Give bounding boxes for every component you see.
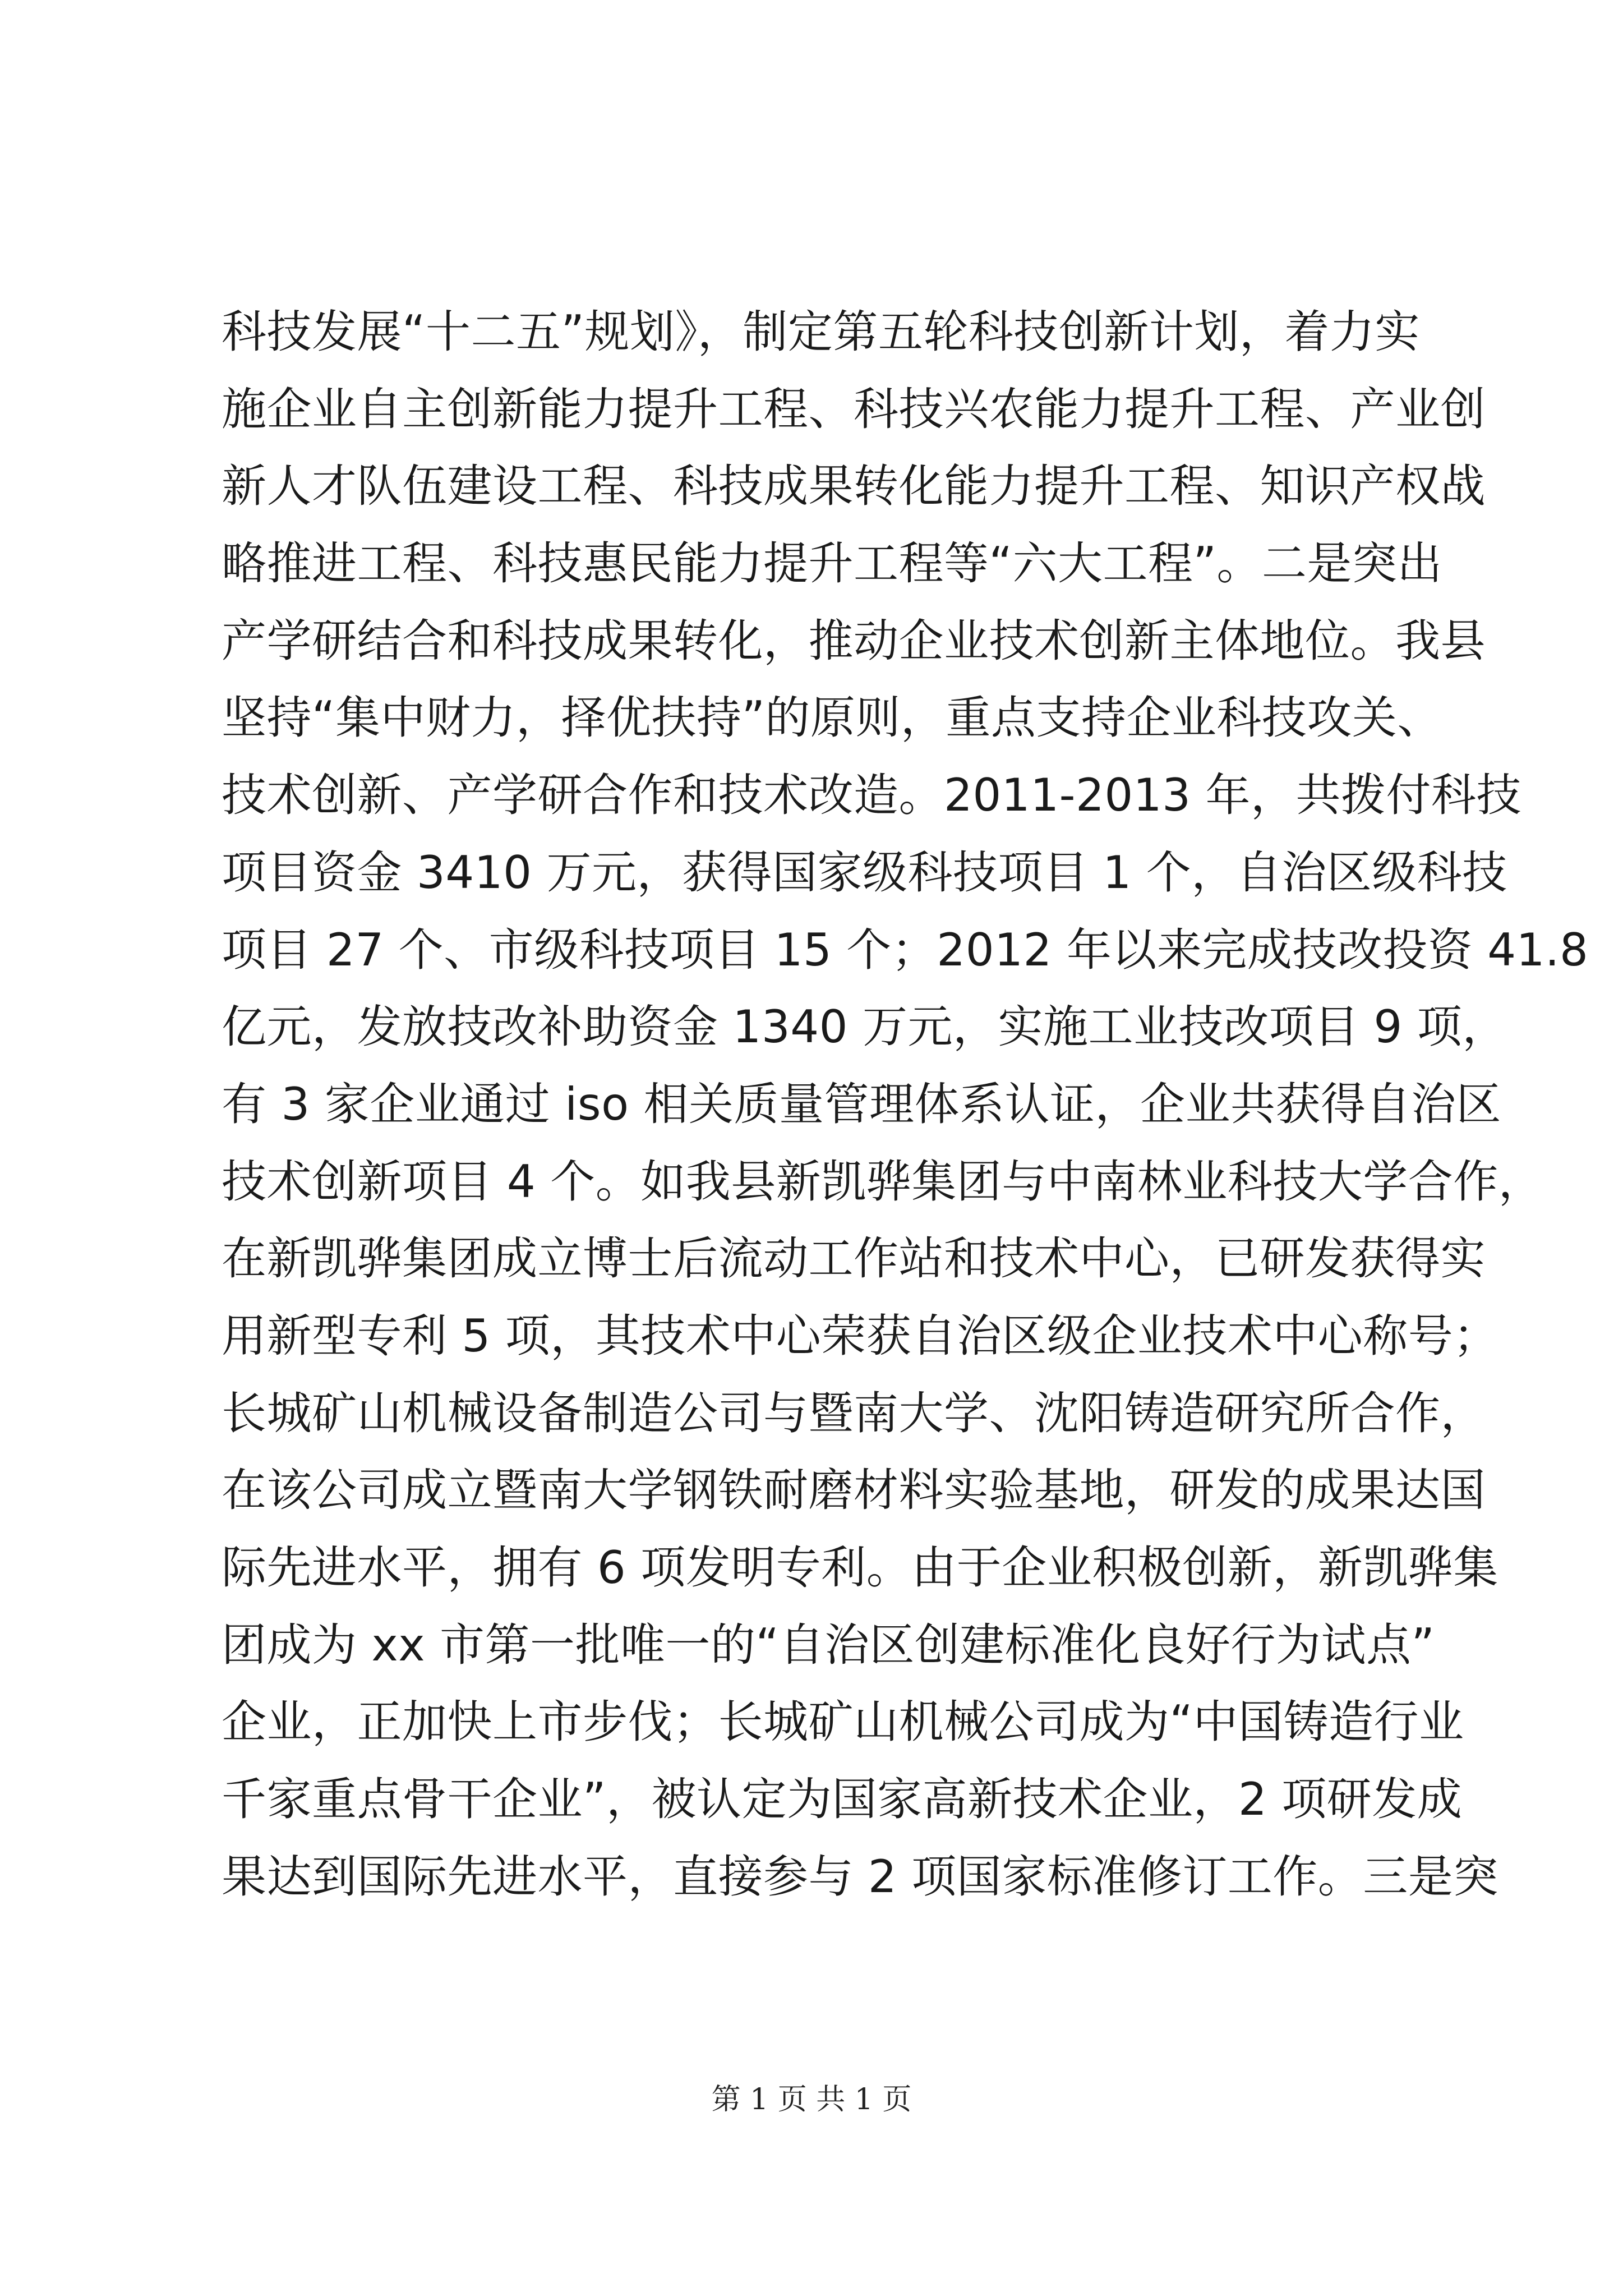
text-line: 亿元，发放技改补助资金 1340 万元，实施工业技改项目 9 项， [222,1001,1507,1053]
text-line: 产学研结合和科技成果转化，推动企业技术创新主体地位。我县 [222,614,1486,667]
text-line: 长城矿山机械设备制造公司与暨南大学、沈阳铸造研究所合作， [222,1387,1486,1439]
text-line: 有 3 家企业通过 iso 相关质量管理体系认证，企业共获得自治区 [222,1078,1501,1130]
text-line: 际先进水平，拥有 6 项发明专利。由于企业积极创新，新凯骅集 [222,1542,1498,1594]
text-line: 在该公司成立暨南大学钢铁耐磨材料实验基地，研发的成果达国 [222,1464,1486,1517]
text-line: 项目 27 个、市级科技项目 15 个；2012 年以来完成技改投资 41.8 [222,923,1589,976]
text-line: 企业，正加快上市步伐；长城矿山机械公司成为“中国铸造行业 [222,1696,1464,1749]
text-line: 新人才队伍建设工程、科技成果转化能力提升工程、知识产权战 [222,460,1486,513]
text-line: 用新型专利 5 项，其技术中心荣获自治区级企业技术中心称号； [222,1309,1498,1362]
text-line: 果达到国际先进水平，直接参与 2 项国家标准修订工作。三是突 [222,1850,1498,1903]
text-line: 略推进工程、科技惠民能力提升工程等“六大工程”。二是突出 [222,537,1442,590]
text-line: 团成为 xx 市第一批唯一的“自治区创建标准化良好行为试点” [222,1618,1435,1671]
text-line: 坚持“集中财力，择优扶持”的原则，重点支持企业科技攻关、 [222,692,1442,744]
text-line: 科技发展“十二五”规划》，制定第五轮科技创新计划，着力实 [222,306,1420,358]
body-text [222,293,1589,1915]
text-line: 千家重点骨干企业”，被认定为国家高新技术企业，2 项研发成 [222,1773,1463,1826]
text-line: 项目资金 3410 万元，获得国家级科技项目 1 个，自治区级科技 [222,846,1507,899]
text-line: 在新凯骅集团成立博士后流动工作站和技术中心，已研发获得实 [222,1232,1486,1285]
text-line: 技术创新项目 4 个。如我县新凯骅集团与中南林业科技大学合作， [222,1155,1544,1208]
text-line: 技术创新、产学研合作和技术改造。2011-2013 年，共拨付科技 [222,769,1521,822]
text-line: 施企业自主创新能力提升工程、科技兴农能力提升工程、产业创 [222,383,1486,435]
page-footer: 第 1 页 共 1 页 [711,2083,912,2116]
